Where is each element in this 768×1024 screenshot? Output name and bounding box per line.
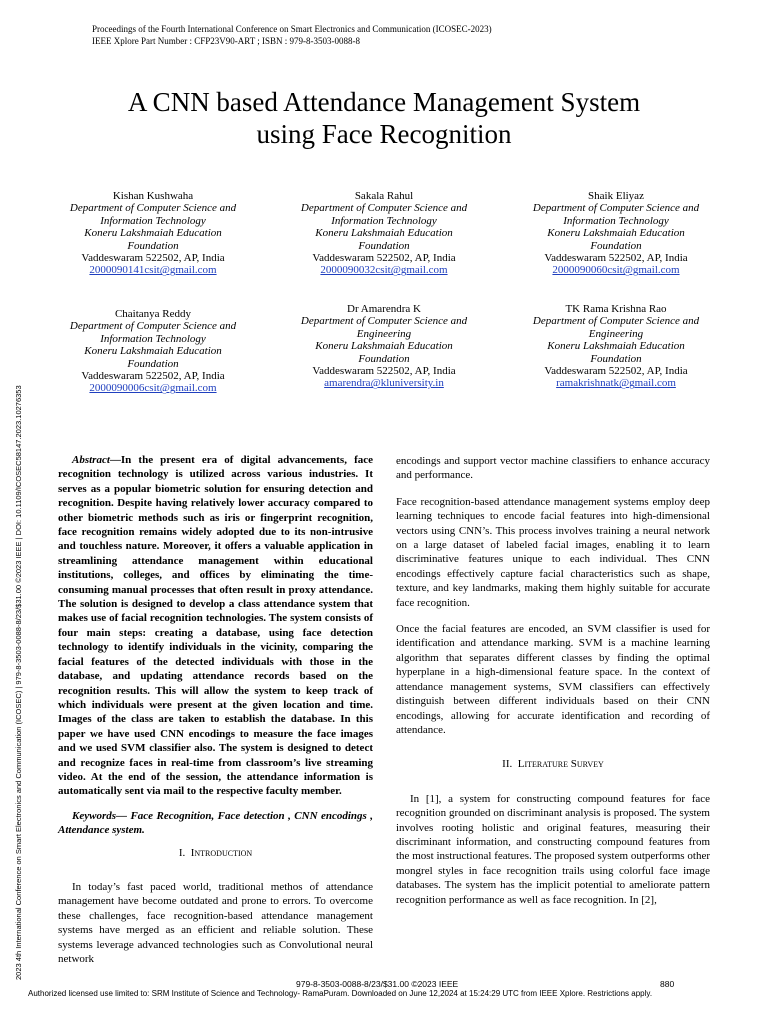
section-number: I.	[178, 846, 186, 859]
body-paragraph: encodings and support vector machine classifiers to enhance accuracy and performance.	[396, 455, 710, 482]
author-block	[506, 303, 726, 390]
author-affiliation: Engineering	[588, 327, 644, 340]
author-block	[506, 190, 726, 277]
title-line-2: using Face Recognition	[256, 119, 512, 149]
author-affiliation: Foundation	[127, 239, 179, 252]
author-location: Vaddeswaram 522502, AP, India	[544, 365, 688, 378]
body-paragraph: Once the facial features are encoded, an SVM classifier is used for identification and attendance marking. SVM is a machine learning algorithm that separates different classes by finding the optimal hyperplane in a high-dimensional feature space. In the context of attendance management systems, SVM classifiers can effectively distinguish between different individuals based on their CNN encodings, allowing for accurate identification and recording of attendance.	[396, 623, 710, 736]
author-name: Sakala Rahul	[354, 190, 414, 202]
author-affiliation: Koneru Lakshmaiah Education	[84, 227, 222, 240]
left-column	[58, 453, 373, 966]
keywords	[58, 809, 373, 838]
body-paragraph: Face recognition-based attendance management systems employ deep learning techniques to encode facial features into high-dimensional vectors using CNN’s. This process involves training a neural network on a large dataset of labeled facial images, enabling it to learn discriminative features unique to each individual. Thes CNN encodings effectively capture facial characteristics such as shape, texture, and key landmarks, making them highly suitable for accurate face recognition.	[396, 495, 710, 609]
author-affiliation: Information Technology	[100, 332, 206, 345]
abstract-text: —In the present era of digital advancements, face recognition technology is utilized across various industries. It serves as a popular biometric solution for ensuring detection and recognition. Despite having relatively lower accuracy compared to other biometric methods such as iris or fingerprint recognition, face recognition remains widely adopted due to its non-intrusive and touchless nature. Moreover, it offers a valuable application in streamlining attendance management within educational institutions, colleges, and offices by eliminating the time-consuming manual processes that often result in proxy attendance. The solution is designed to develop a class attendance system that makes use of facial recognition technologies. The system consists of four main steps: creating a database, using face detection technology to identify individuals in the vicinity, comparing the facial features of the detected individuals with those in the database, and updating attendance records based on the recognition results. This will allow the system to keep track of which individuals were present at the given location and time. Images of the class are taken to establish the database. In this paper we have used CNN encodings to measure the face images and we used SVM classifier also. The system is designed to detect and recognize faces in real-time from classroom’s live streaming video. At the end of the session, the attendance information is automatically sent via mail to the respective faculty member.	[58, 454, 373, 798]
author-affiliation: Koneru Lakshmaiah Education	[315, 340, 453, 353]
section-number: II.	[502, 758, 513, 771]
author-location: Vaddeswaram 522502, AP, India	[312, 252, 456, 265]
author-location: Vaddeswaram 522502, AP, India	[81, 252, 225, 265]
author-email-link[interactable]: 2000090032csit@gmail.com	[320, 264, 448, 277]
author-name: TK Rama Krishna Rao	[565, 303, 667, 315]
author-name: Shaik Eliyaz	[588, 190, 644, 202]
author-location: Vaddeswaram 522502, AP, India	[312, 365, 456, 378]
title-line-1: A CNN based Attendance Management System	[127, 87, 641, 117]
author-affiliation: Koneru Lakshmaiah Education	[547, 340, 685, 353]
author-affiliation: Department of Computer Science and	[69, 202, 237, 215]
right-column	[396, 454, 710, 907]
author-block	[43, 190, 263, 277]
author-affiliation: Foundation	[590, 352, 642, 365]
author-name: Kishan Kushwaha	[112, 190, 194, 202]
author-affiliation: Foundation	[358, 239, 410, 252]
section-title: Literature Survey	[517, 758, 604, 771]
keywords-text: Face Recognition, Face detection , CNN encodings , Attendance system.	[58, 809, 373, 837]
author-affiliation: Department of Computer Science and	[300, 202, 468, 215]
author-location: Vaddeswaram 522502, AP, India	[544, 252, 688, 265]
author-affiliation: Koneru Lakshmaiah Education	[547, 227, 685, 240]
author-name: Dr Amarendra K	[347, 303, 421, 315]
section-heading-introduction	[58, 846, 373, 860]
author-affiliation: Department of Computer Science and	[300, 315, 468, 328]
author-affiliation: Department of Computer Science and	[69, 320, 237, 333]
author-affiliation: Information Technology	[100, 214, 206, 227]
author-affiliation: Information Technology	[331, 214, 437, 227]
author-affiliation: Foundation	[127, 357, 179, 370]
abstract-lead: Abstract	[72, 454, 110, 466]
author-location: Vaddeswaram 522502, AP, India	[81, 370, 225, 383]
footer-page-number: 880	[660, 979, 675, 989]
author-affiliation: Department of Computer Science and	[532, 202, 700, 215]
abstract	[58, 453, 373, 799]
author-affiliation: Information Technology	[563, 214, 669, 227]
author-email-link[interactable]: amarendra@kluniversity.in	[324, 377, 444, 390]
author-email-link[interactable]: 2000090141csit@gmail.com	[89, 264, 217, 277]
section-heading-literature-survey	[396, 757, 710, 771]
author-affiliation: Department of Computer Science and	[532, 315, 700, 328]
conference-header	[92, 23, 492, 47]
keywords-lead: Keywords—	[72, 809, 127, 822]
author-affiliation: Foundation	[590, 239, 642, 252]
section-title: Introduction	[190, 846, 253, 859]
author-email-link[interactable]: ramakrishnatk@gmail.com	[556, 377, 676, 390]
footer-copyright: 979-8-3503-0088-8/23/$31.00 ©2023 IEEE	[296, 979, 459, 989]
author-affiliation: Koneru Lakshmaiah Education	[84, 345, 222, 358]
author-email-link[interactable]: 2000090006csit@gmail.com	[89, 382, 217, 395]
author-affiliation: Koneru Lakshmaiah Education	[315, 227, 453, 240]
footer-license: Authorized licensed use limited to: SRM Institute of Science and Technology- RamaPuram. Downloaded on June 12,2024 at 15:24:29 UTC from IEEE Xplore. Restrictions apply.	[28, 989, 653, 998]
side-citation-text: 2023 4th International Conference on Smart Electronics and Communication (ICOSEC) | 979-8-3503-0088-8/23/$31.00 ©2023 IEEE | DOI: 10.1109/ICOSEC58147.2023.10276353	[14, 385, 23, 980]
author-block	[274, 303, 494, 390]
body-paragraph: In [1], a system for constructing compound features for face recognition grounded on discriminant analysis is proposed. The system involves rooting holistic and original features, measuring their discriminant information, and constructing compound features from the most instructional features. The proposed system outperforms other mongrel styles in face recognition trails using colorful face image databases. The system has the implicit potential to ameliorate pattern recognition performance as well as face recognition. In [2],	[396, 792, 710, 906]
intro-paragraph: In today’s fast paced world, traditional methos of attendance management have become outdated and prone to errors. To overcome these challenges, face recognition-based attendance management systems have merged as an efficient and reliable solution. These systems leverage advanced technologies such as Convolutional neural network	[58, 880, 373, 965]
header-line-2: IEEE Xplore Part Number : CFP23V90-ART ; ISBN : 979-8-3503-0088-8	[92, 36, 361, 46]
author-block	[274, 190, 494, 277]
author-affiliation: Foundation	[358, 352, 410, 365]
author-affiliation: Engineering	[356, 327, 412, 340]
author-name: Chaitanya Reddy	[114, 308, 192, 320]
author-email-link[interactable]: 2000090060csit@gmail.com	[552, 264, 680, 277]
author-block	[43, 308, 263, 395]
header-line-1: Proceedings of the Fourth International Conference on Smart Electronics and Communication (ICOSEC-2023)	[92, 24, 492, 34]
paper-title	[60, 86, 708, 150]
